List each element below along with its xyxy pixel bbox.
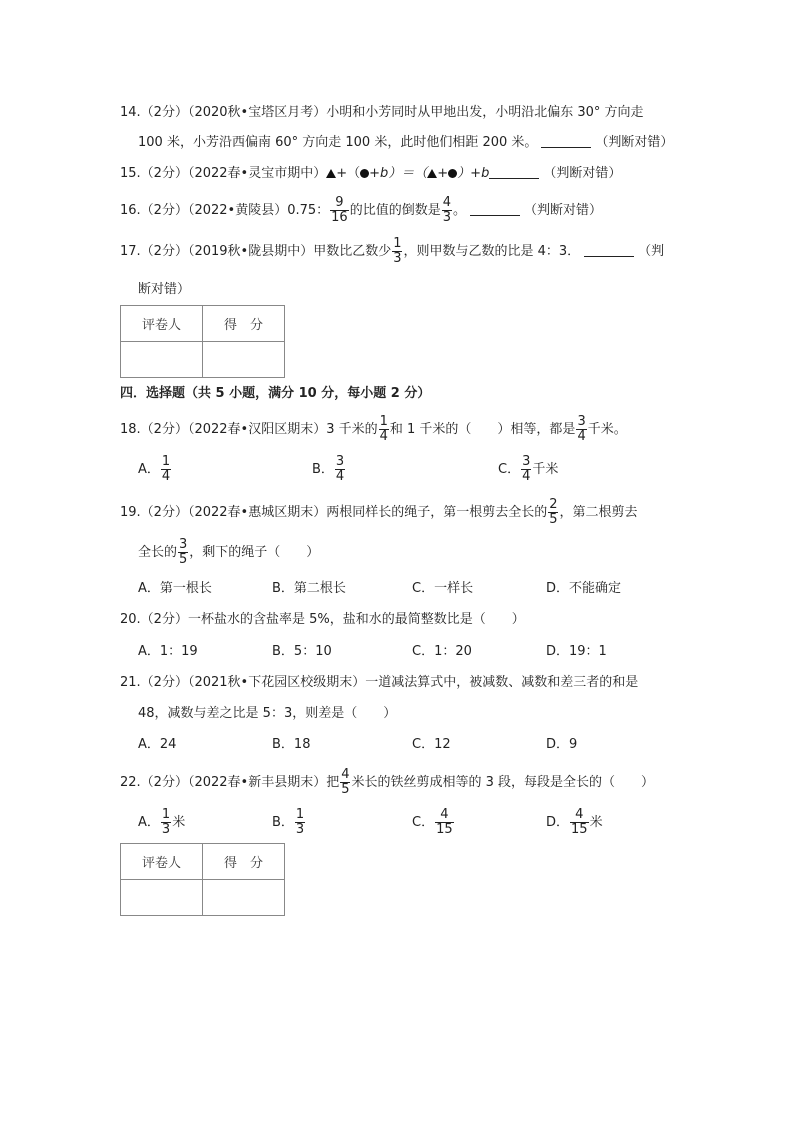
fraction-numerator: 3 xyxy=(577,414,586,429)
q14-judge: （判断对错） xyxy=(595,135,674,150)
q15-prefix: 15.（2分）（2022春•灵宝市期中） xyxy=(120,166,327,181)
option-b[interactable] xyxy=(272,808,306,837)
option-c[interactable] xyxy=(412,808,455,837)
answer-blank[interactable] xyxy=(541,135,591,148)
fraction xyxy=(330,196,349,225)
fraction-numerator: 9 xyxy=(330,196,349,211)
q15-text: ）+b xyxy=(457,166,490,181)
fraction xyxy=(576,415,586,444)
fraction-numerator: 4 xyxy=(442,195,451,210)
option-label: A． xyxy=(138,815,160,830)
fraction-denominator: 3 xyxy=(295,822,305,837)
fraction xyxy=(161,808,171,837)
fraction xyxy=(548,498,558,527)
fraction-numerator: 1 xyxy=(161,454,171,469)
fraction-denominator: 15 xyxy=(436,822,453,837)
q21-line1: 21.（2分）（2021秋•下花园区校级期末）一道减法算式中，被减数、减数和差三者的和是 xyxy=(120,675,639,690)
q16-text: 的比值的倒数是 xyxy=(349,203,441,218)
q19-line1 xyxy=(120,498,638,527)
fraction-numerator: 1 xyxy=(393,236,402,251)
option-d[interactable] xyxy=(546,808,603,837)
q18-text: 和 1 千米的（ ）相等，都是 xyxy=(389,422,576,437)
option-a[interactable]: A．1：19 xyxy=(138,644,198,659)
option-label: B． xyxy=(312,462,334,477)
fraction-numerator: 3 xyxy=(335,454,345,469)
q18-prefix: 18.（2分）（2022春•汉阳区期末）3 千米的 xyxy=(120,422,378,437)
option-label: A． xyxy=(138,462,160,477)
option-c[interactable]: C．1：20 xyxy=(412,644,472,659)
option-label: D． xyxy=(546,815,570,830)
fraction-denominator: 4 xyxy=(379,429,388,444)
q18-text: 千米。 xyxy=(587,422,627,437)
q15-text: +（ xyxy=(336,166,361,181)
score-cell[interactable] xyxy=(203,342,285,378)
q17-prefix: 17.（2分）（2019秋•陇县期中）甲数比乙数少 xyxy=(120,244,392,259)
grader-header: 评卷人 xyxy=(121,306,203,342)
option-a[interactable]: A．第一根长 xyxy=(138,581,212,596)
score-table xyxy=(120,843,285,916)
q17-judge: （判 xyxy=(638,244,665,259)
q19-text: 全长的 xyxy=(138,545,178,560)
fraction xyxy=(392,237,402,266)
fraction xyxy=(379,415,389,444)
fraction-numerator: 1 xyxy=(161,807,171,822)
circle-icon xyxy=(448,169,457,178)
grader-cell[interactable] xyxy=(121,880,203,916)
option-a[interactable] xyxy=(138,808,185,837)
q22-text: 米长的铁丝剪成相等的 3 段，每段是全长的（ ） xyxy=(351,775,655,790)
option-b[interactable]: B．18 xyxy=(272,737,311,752)
fraction-denominator: 4 xyxy=(522,469,531,484)
option-d[interactable]: D．不能确定 xyxy=(546,581,622,596)
fraction-numerator: 4 xyxy=(570,808,589,823)
triangle-icon xyxy=(326,169,336,178)
fraction-denominator: 3 xyxy=(442,210,451,225)
circle-icon xyxy=(360,169,369,178)
answer-blank[interactable] xyxy=(584,244,634,257)
option-label: C． xyxy=(498,462,521,477)
fraction-numerator: 4 xyxy=(435,808,454,823)
q22-prefix: 22.（2分）（2022春•新丰县期末）把 xyxy=(120,775,340,790)
triangle-icon xyxy=(427,169,437,178)
score-header: 得 分 xyxy=(203,306,285,342)
fraction-denominator: 5 xyxy=(341,782,350,797)
answer-blank[interactable] xyxy=(470,203,520,216)
q15-text: +b）＝（ xyxy=(369,166,428,181)
fraction xyxy=(178,538,188,567)
fraction-numerator: 1 xyxy=(379,414,388,429)
q17-text: ，则甲数与乙数的比是 4：3． xyxy=(403,244,581,259)
fraction-numerator: 3 xyxy=(522,454,531,469)
option-unit: 米 xyxy=(589,815,603,830)
fraction-denominator: 16 xyxy=(331,210,348,225)
option-d[interactable]: D．19：1 xyxy=(546,644,607,659)
q14-text: 100 米，小芳沿西偏南 60° 方向走 100 米，此时他们相距 200 米。 xyxy=(138,135,538,150)
fraction xyxy=(435,808,454,837)
option-label: C． xyxy=(412,815,435,830)
q19-line2 xyxy=(138,538,319,567)
fraction-numerator: 4 xyxy=(341,767,350,782)
fraction-numerator: 1 xyxy=(295,807,305,822)
q19-text: ，第二根剪去 xyxy=(559,505,638,520)
option-unit: 千米 xyxy=(532,462,559,477)
fraction xyxy=(295,808,305,837)
fraction-denominator: 5 xyxy=(549,512,558,527)
score-cell[interactable] xyxy=(203,880,285,916)
q15-judge: （判断对错） xyxy=(543,166,622,181)
fraction xyxy=(161,455,171,484)
fraction-denominator: 4 xyxy=(161,469,171,484)
fraction-numerator: 3 xyxy=(179,537,188,552)
q20-line: 20.（2分）一杯盐水的含盐率是 5%，盐和水的最简整数比是（ ） xyxy=(120,612,525,627)
section-title: 四．选择题（共 5 小题，满分 10 分，每小题 2 分） xyxy=(120,386,431,401)
option-c[interactable]: C．12 xyxy=(412,737,451,752)
q14-line1: 14.（2分）（2020秋•宝塔区月考）小明和小芳同时从甲地出发，小明沿北偏东 30° 方向走 xyxy=(120,105,644,120)
q16-text: 。 xyxy=(453,203,467,218)
option-unit: 米 xyxy=(172,815,186,830)
fraction-denominator: 3 xyxy=(393,251,402,266)
answer-blank[interactable] xyxy=(489,166,539,179)
option-d[interactable]: D．9 xyxy=(546,737,578,752)
q16-prefix: 16.（2分）（2022•黄陵县）0.75： xyxy=(120,203,330,218)
fraction xyxy=(335,455,345,484)
q15-text: + xyxy=(437,166,449,181)
option-a[interactable] xyxy=(138,455,172,484)
q16-judge: （判断对错） xyxy=(524,203,603,218)
fraction xyxy=(521,455,531,484)
score-table xyxy=(120,305,285,378)
q14-line2 xyxy=(138,134,673,152)
fraction-denominator: 15 xyxy=(571,822,588,837)
q16-line xyxy=(120,196,602,225)
option-b[interactable]: B．5：10 xyxy=(272,644,332,659)
grader-cell[interactable] xyxy=(121,342,203,378)
option-c[interactable]: C．一样长 xyxy=(412,581,474,596)
option-label: B． xyxy=(272,815,294,830)
fraction xyxy=(442,196,452,225)
fraction xyxy=(570,808,589,837)
q19-text: ，剩下的绳子（ ） xyxy=(189,545,320,560)
q17-line2: 断对错） xyxy=(138,282,191,297)
fraction-denominator: 4 xyxy=(577,429,586,444)
q19-prefix: 19.（2分）（2022春•惠城区期末）两根同样长的绳子，第一根剪去全长的 xyxy=(120,505,548,520)
option-c[interactable] xyxy=(498,455,558,484)
q18-line xyxy=(120,415,627,444)
option-b[interactable] xyxy=(312,455,346,484)
q21-line2: 48，减数与差之比是 5：3，则差是（ ） xyxy=(138,706,397,721)
q17-line1 xyxy=(120,237,664,266)
fraction-denominator: 3 xyxy=(161,822,171,837)
q15-line xyxy=(120,165,621,183)
option-b[interactable]: B．第二根长 xyxy=(272,581,346,596)
grader-header: 评卷人 xyxy=(121,844,203,880)
fraction xyxy=(340,768,350,797)
fraction-denominator: 5 xyxy=(179,552,188,567)
q22-line xyxy=(120,768,654,797)
option-a[interactable]: A．24 xyxy=(138,737,177,752)
fraction-denominator: 4 xyxy=(335,469,345,484)
score-header: 得 分 xyxy=(203,844,285,880)
fraction-numerator: 2 xyxy=(549,497,558,512)
